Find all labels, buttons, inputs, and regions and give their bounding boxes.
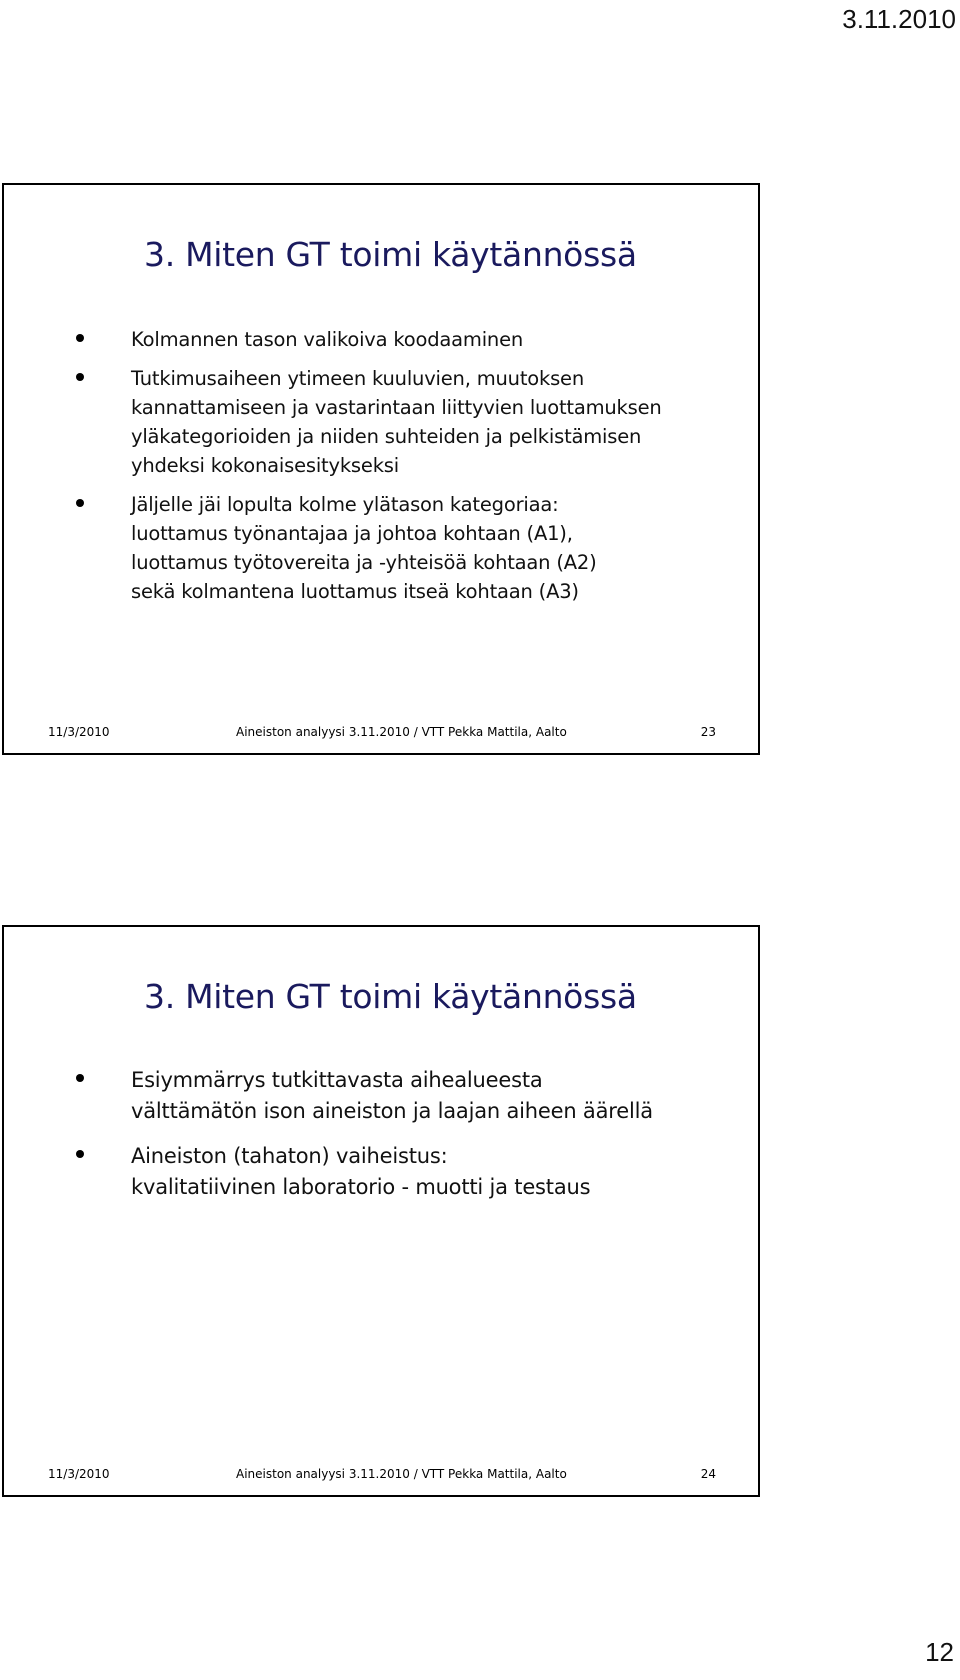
bullet-dot-icon <box>76 334 84 342</box>
bullet-text-line: kvalitatiivinen laboratorio - muotti ja testaus <box>131 1175 591 1199</box>
bullet-text-line: välttämätön ison aineiston ja laajan aiheen äärellä <box>131 1099 653 1123</box>
bullet-list <box>4 1065 744 1217</box>
bullet-dot-icon <box>76 373 84 381</box>
slide-number: 24 <box>700 1467 716 1481</box>
footer-date: 11/3/2010 <box>48 1467 110 1481</box>
page-number: 12 <box>925 1637 954 1667</box>
bullet-text-line: Tutkimusaiheen ytimeen kuuluvien, muutoksen <box>131 367 585 390</box>
slide-24 <box>2 925 760 1497</box>
bullet-text-line: luottamus työnantajaa ja johtoa kohtaan (A1), <box>131 522 573 545</box>
slide-number: 23 <box>700 725 716 739</box>
slide-title: 3. Miten GT toimi käytännössä <box>144 977 637 1016</box>
slide-footer <box>4 725 758 743</box>
footer-date: 11/3/2010 <box>48 725 110 739</box>
bullet-dot-icon <box>76 1150 84 1158</box>
page-header-date: 3.11.2010 <box>842 4 956 34</box>
slide-23 <box>2 183 760 755</box>
slide-title: 3. Miten GT toimi käytännössä <box>144 235 637 274</box>
bullet-text-line: Jäljelle jäi lopulta kolme ylätason kategoriaa: <box>131 493 559 516</box>
bullet-item <box>4 1065 744 1127</box>
bullet-text-line: Aineiston (tahaton) vaiheistus: <box>131 1144 448 1168</box>
bullet-item <box>4 490 744 606</box>
bullet-text-line: yläkategorioiden ja niiden suhteiden ja pelkistämisen <box>131 425 642 448</box>
bullet-item <box>4 1141 744 1203</box>
bullet-text-line: luottamus työtovereita ja -yhteisöä kohtaan (A2) <box>131 551 597 574</box>
bullet-dot-icon <box>76 499 84 507</box>
bullet-text-line: yhdeksi kokonaisesitykseksi <box>131 454 399 477</box>
footer-text: Aineiston analyysi 3.11.2010 / VTT Pekka Mattila, Aalto <box>236 725 567 739</box>
bullet-text-line: sekä kolmantena luottamus itseä kohtaan (A3) <box>131 580 579 603</box>
footer-text: Aineiston analyysi 3.11.2010 / VTT Pekka Mattila, Aalto <box>236 1467 567 1481</box>
bullet-list <box>4 325 744 616</box>
bullet-item <box>4 325 744 354</box>
slide-footer <box>4 1467 758 1485</box>
bullet-text-line: Kolmannen tason valikoiva koodaaminen <box>131 328 524 351</box>
bullet-text-line: kannattamiseen ja vastarintaan liittyvien luottamuksen <box>131 396 662 419</box>
bullet-text-line: Esiymmärrys tutkittavasta aihealueesta <box>131 1068 543 1092</box>
bullet-dot-icon <box>76 1074 84 1082</box>
bullet-item <box>4 364 744 480</box>
